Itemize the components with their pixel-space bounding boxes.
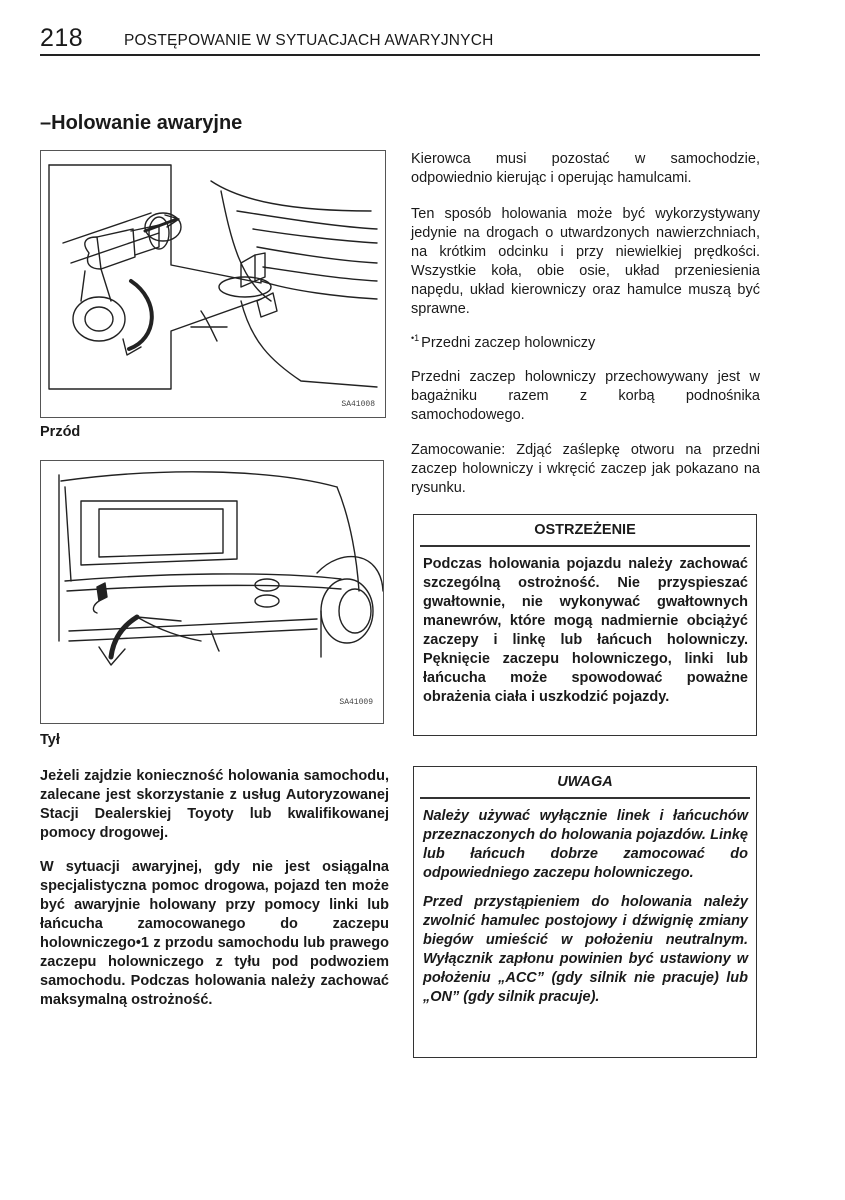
page-number: 218 bbox=[40, 24, 84, 52]
right-paragraph-3: Przedni zaczep holowniczy przechowywany jest w bagażniku razem z korbą podnośnika samochodowego. bbox=[411, 369, 760, 423]
bullet-front-tow-hook bbox=[411, 333, 595, 351]
bullet-marker: •1 bbox=[411, 333, 420, 343]
chapter-title: POSTĘPOWANIE W SYTUACJACH AWARYJNYCH bbox=[124, 32, 494, 49]
front-figure-caption: Przód bbox=[40, 424, 81, 440]
left-paragraph-1: Jeżeli zajdzie konieczność holowania samochodu, zalecane jest skorzystanie z usług Autoryzowanej Stacji Dealerskiej Toyoty lub kwalifikowanej pomocy drogowej. bbox=[40, 768, 389, 841]
rear-tow-hook-illustration bbox=[40, 460, 384, 724]
front-figure-code: SA41008 bbox=[341, 400, 375, 409]
note-title: UWAGA bbox=[420, 767, 750, 799]
note-paragraph-2: Przed przystąpieniem do holowania należy zwolnić hamulec postojowy i dźwignię zmiany biegów umieścić w położeniu neutralnym. Wyłącznik zapłonu powinien być ustawiony w położeniu „ACC” (gdy silnik nie pracuje) lub „ON” (gdy silnik pracuje). bbox=[423, 894, 748, 1005]
warning-box bbox=[413, 514, 757, 736]
warning-title: OSTRZEŻENIE bbox=[420, 515, 750, 547]
bullet-text: Przedni zaczep holowniczy bbox=[421, 335, 596, 351]
rear-figure-code: SA41009 bbox=[339, 698, 373, 707]
right-paragraph-1: Kierowca musi pozostać w samochodzie, odpowiednio kierując i operując hamulcami. bbox=[411, 151, 760, 186]
note-box bbox=[413, 766, 757, 1058]
rear-tow-hook-drawing bbox=[41, 461, 383, 723]
right-paragraph-4: Zamocowanie: Zdjąć zaślepkę otworu na przedni zaczep holowniczy i wkręcić zaczep jak pokazano na rysunku. bbox=[411, 442, 760, 496]
note-paragraph-1: Należy używać wyłącznie linek i łańcuchów przeznaczonych do holowania pojazdów. Linkę lub łańcuch dobrze zamocować do odpowiedniego zaczepu holowniczego. bbox=[423, 808, 748, 881]
page-header bbox=[40, 24, 760, 56]
front-tow-hook-drawing bbox=[41, 151, 385, 417]
front-tow-hook-illustration bbox=[40, 150, 386, 418]
left-paragraph-2: W sytuacji awaryjnej, gdy nie jest osiągalna specjalistyczna pomoc drogowa, pojazd ten może być awaryjnie holowany przy pomocy linki lub łańcucha zamocowanego do zaczepu holowniczego•1 z przodu samochodu lub prawego zaczepu holowniczego z tyłu pod podwoziem samochodu. Podczas holowania należy zachować maksymalną ostrożność. bbox=[40, 859, 389, 1008]
section-title: –Holowanie awaryjne bbox=[40, 112, 243, 134]
right-paragraph-2: Ten sposób holowania może być wykorzystywany jedynie na drogach o utwardzonych nawierzchniach, na krótkim odcinku i przy niewielkiej prędkości. Wszystkie koła, obie osie, układ przeniesienia napędu, układ kierowniczy oraz hamulce muszą być sprawne. bbox=[411, 206, 760, 317]
rear-figure-caption: Tył bbox=[40, 732, 60, 748]
warning-text: Podczas holowania pojazdu należy zachować szczególną ostrożność. Nie przyspieszać gwałtownie, nie wykonywać gwałtownych manewrów, które mogą nadmiernie obciążyć zaczepy i linkę lub łańcuch holowniczy. Pęknięcie zaczepu holowniczego, linki lub łańcucha może spowodować poważne obrażenia ciała i uszkodzić pojazdy. bbox=[423, 556, 748, 705]
